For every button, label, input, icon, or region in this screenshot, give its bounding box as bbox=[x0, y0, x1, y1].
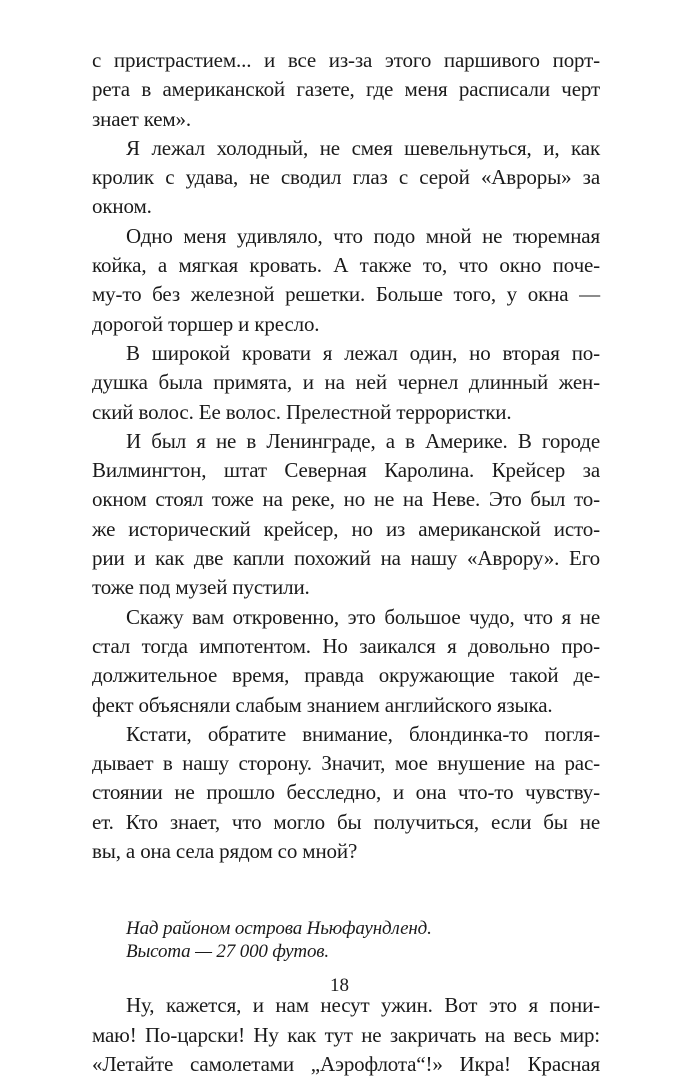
paragraph-4 bbox=[92, 339, 600, 427]
text-line: ет. Кто знает, что могло бы получиться, если бы не bbox=[92, 809, 600, 834]
text-line: Одно меня удивляло, что подо мной не тюремная bbox=[126, 223, 600, 248]
text-line: Кстати, обратите внимание, блондинка-то погля- bbox=[126, 721, 600, 746]
page-number: 18 bbox=[330, 975, 349, 996]
text-line: рета в американской газете, где меня расписали черт bbox=[92, 77, 600, 102]
heading-line-altitude: Высота — 27 000 футов. bbox=[126, 941, 329, 963]
text-line: «Летайте самолетами „Аэрофлота“!» Икра! Красная bbox=[92, 1051, 600, 1076]
text-line: фект объясняли слабым знанием английского языка. bbox=[92, 692, 553, 717]
paragraph-6 bbox=[92, 603, 600, 720]
text-line: тоже под музей пустили. bbox=[92, 575, 310, 600]
paragraph-7 bbox=[92, 720, 600, 866]
section-heading bbox=[92, 917, 600, 963]
paragraph-2 bbox=[92, 134, 600, 222]
text-line: Скажу вам откровенно, это большое чудо, что я не bbox=[126, 604, 600, 629]
text-line: дорогой торшер и кресло. bbox=[92, 311, 320, 336]
text-line: окном. bbox=[92, 194, 152, 219]
text-line: душка была примята, и на ней чернел длинный жен- bbox=[92, 370, 600, 395]
text-line: кролик с удава, не сводил глаз с серой «Авроры» за bbox=[92, 165, 600, 190]
text-line: му-то без железной решетки. Больше того, у окна — bbox=[92, 282, 600, 307]
text-line: койка, а мягкая кровать. А также то, что окно поче- bbox=[92, 253, 600, 278]
text-line: И был я не в Ленинграде, а в Америке. В городе bbox=[126, 428, 600, 453]
text-line: стоянии не прошло бесследно, и она что-то чувству- bbox=[92, 780, 600, 805]
paragraph-8 bbox=[92, 991, 600, 1079]
text-line: Вилмингтон, штат Северная Каролина. Крейсер за bbox=[92, 458, 600, 483]
text-line: же исторический крейсер, но из американской исто- bbox=[92, 516, 600, 541]
text-line: стал тогда импотентом. Но заикался я довольно про- bbox=[92, 633, 600, 658]
text-line: рии и как две капли похожий на нашу «Аврору». Его bbox=[92, 546, 600, 571]
book-page bbox=[92, 46, 600, 1079]
text-line: окном стоял тоже на реке, но не на Неве. Это был то- bbox=[92, 487, 600, 512]
text-line: ский волос. Ее волос. Прелестной террористки. bbox=[92, 399, 512, 424]
text-line: должительное время, правда окружающие такой де- bbox=[92, 663, 600, 688]
text-line: знает кем». bbox=[92, 106, 191, 131]
paragraph-3 bbox=[92, 222, 600, 339]
text-line: маю! По-царски! Ну как тут не закричать на весь мир: bbox=[92, 1022, 600, 1047]
text-line: дывает в нашу сторону. Значит, мое внушение на рас- bbox=[92, 751, 600, 776]
text-line: Ну, кажется, и нам несут ужин. Вот это я пони- bbox=[126, 993, 600, 1018]
heading-line-location: Над районом острова Ньюфаундленд. bbox=[126, 918, 432, 940]
text-line: с пристрастием... и все из-за этого паршивого порт- bbox=[92, 48, 600, 72]
text-line: Я лежал холодный, не смея шевельнуться, и, как bbox=[126, 135, 600, 160]
text-line: вы, а она села рядом со мной? bbox=[92, 839, 358, 864]
paragraph-5 bbox=[92, 427, 600, 603]
text-line: В широкой кровати я лежал один, но вторая по- bbox=[126, 340, 600, 365]
paragraph-1 bbox=[92, 46, 600, 134]
